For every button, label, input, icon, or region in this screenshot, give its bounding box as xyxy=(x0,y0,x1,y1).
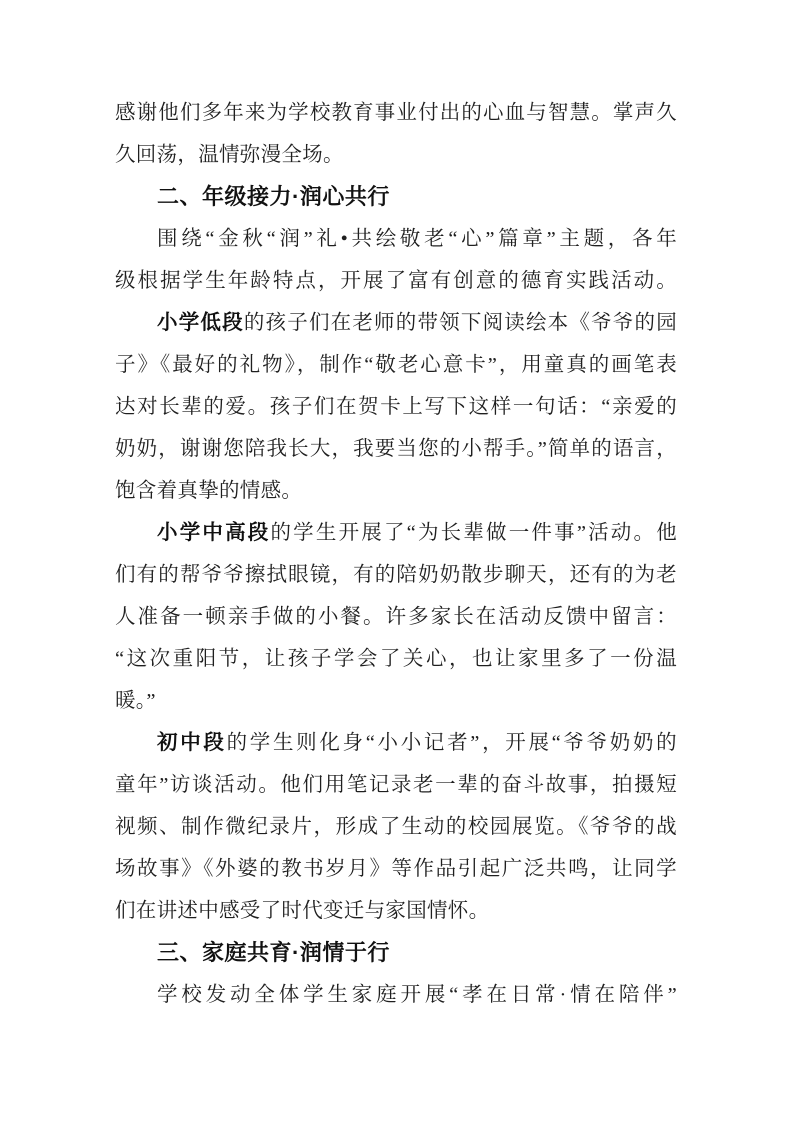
text-line xyxy=(115,428,677,470)
bold-text-run: 小学中高段 xyxy=(157,521,271,544)
text-line xyxy=(115,386,677,428)
paragraph xyxy=(115,218,677,302)
text-run: 围绕“金秋“润”礼•共绘敬老“心”篇章”主题，各年 xyxy=(157,228,677,250)
text-run: 暖。” xyxy=(115,690,156,712)
text-run: 级根据学生年龄特点，开展了富有创意的德育实践活动。 xyxy=(115,270,677,292)
text-line xyxy=(115,512,677,554)
text-run: 达对长辈的爱。孩子们在贺卡上写下这样一句话：“亲爱的 xyxy=(115,396,677,418)
text-line xyxy=(115,848,677,890)
section-heading: 二、年级接力·润心共行 xyxy=(157,184,390,209)
text-line xyxy=(115,134,677,176)
text-run: 童年”访谈活动。他们用笔记录老一辈的奋斗故事，拍摄短 xyxy=(115,774,677,796)
text-line xyxy=(115,554,677,596)
paragraph xyxy=(115,302,677,512)
text-run: 久回荡，温情弥漫全场。 xyxy=(115,144,344,166)
text-line xyxy=(115,470,677,512)
bold-text-run: 初中段 xyxy=(157,731,227,754)
text-line xyxy=(115,344,677,386)
text-line xyxy=(115,596,677,638)
text-run: 的孩子们在老师的带领下阅读绘本《爷爷的园 xyxy=(243,312,678,334)
section-heading: 三、家庭共育·润情于行 xyxy=(157,940,390,965)
text-line xyxy=(115,680,677,722)
document-content xyxy=(115,92,677,1016)
text-line xyxy=(115,974,677,1016)
paragraph xyxy=(115,92,677,176)
text-run: 的学生则化身“小小记者”，开展“爷爷奶奶的 xyxy=(226,732,677,754)
text-line xyxy=(115,302,677,344)
text-run: 人准备一顿亲手做的小餐。许多家长在活动反馈中留言： xyxy=(115,606,677,628)
text-run: 饱含着真挚的情感。 xyxy=(115,480,303,502)
text-run: 学校发动全体学生家庭开展“孝在日常·情在陪伴” xyxy=(157,984,677,1006)
text-run: 奶奶，谢谢您陪我长大，我要当您的小帮手。”简单的语言， xyxy=(115,438,677,460)
paragraph xyxy=(115,512,677,722)
text-line xyxy=(115,218,677,260)
text-run: “这次重阳节，让孩子学会了关心，也让家里多了一份温 xyxy=(115,648,677,670)
text-run: 的学生开展了“为长辈做一件事”活动。他 xyxy=(270,522,677,544)
text-line xyxy=(115,890,677,932)
text-line xyxy=(115,806,677,848)
text-line xyxy=(115,638,677,680)
text-line xyxy=(115,722,677,764)
text-run: 场故事》《外婆的教书岁月》等作品引起广泛共鸣，让同学 xyxy=(115,858,677,880)
paragraph xyxy=(115,722,677,932)
text-run: 们在讲述中感受了时代变迁与家国情怀。 xyxy=(115,900,490,922)
text-run: 子》《最好的礼物》，制作“敬老心意卡”，用童真的画笔表 xyxy=(115,354,677,376)
text-run: 视频、制作微纪录片，形成了生动的校园展览。《爷爷的战 xyxy=(115,816,677,838)
text-run: 们有的帮爷爷擦拭眼镜，有的陪奶奶散步聊天，还有的为老 xyxy=(115,564,677,586)
text-run: 感谢他们多年来为学校教育事业付出的心血与智慧。掌声久 xyxy=(115,102,677,124)
text-line xyxy=(115,260,677,302)
bold-text-run: 小学低段 xyxy=(157,311,244,334)
text-line xyxy=(115,764,677,806)
paragraph xyxy=(115,974,677,1016)
text-line xyxy=(115,92,677,134)
